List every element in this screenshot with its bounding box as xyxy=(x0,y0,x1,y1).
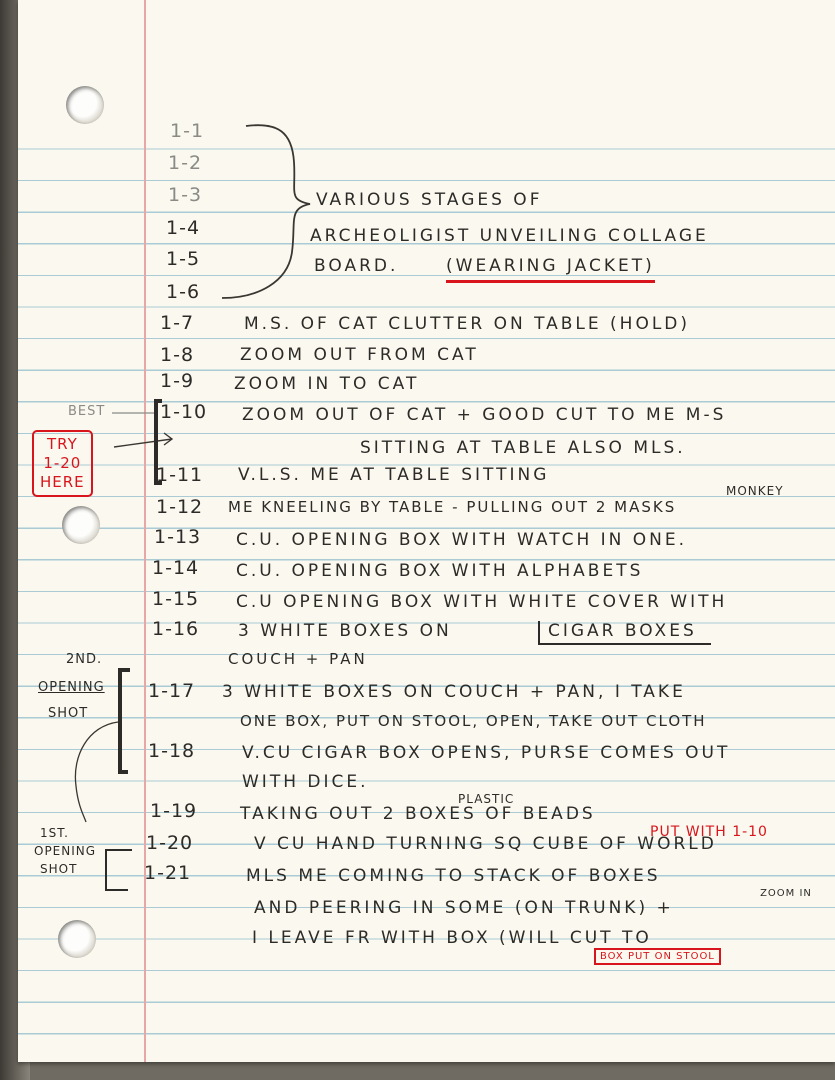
group-note-line-3b: (WEARING JACKET) xyxy=(446,256,655,283)
binder-hole-top xyxy=(66,86,104,124)
brace-icon xyxy=(218,122,328,304)
group-note-line-1: VARIOUS STAGES OF xyxy=(316,190,543,210)
shot-number: 1-15 xyxy=(152,588,200,610)
shot-description: ME KNEELING BY TABLE - PULLING OUT 2 MASKS xyxy=(228,498,677,516)
shot-number: 1-9 xyxy=(160,370,195,392)
shot-number: 1-10 xyxy=(160,401,208,423)
shot-number: 1-14 xyxy=(152,557,200,579)
shot-number: 1-21 xyxy=(144,862,192,884)
bracket-icon xyxy=(98,846,148,896)
bracket-curve-icon xyxy=(58,666,158,826)
shot-description: ZOOM IN TO CAT xyxy=(234,374,420,394)
shot-description: V.CU CIGAR BOX OPENS, PURSE COMES OUT xyxy=(242,743,731,763)
shot-description: MLS ME COMING TO STACK OF BOXES xyxy=(246,866,661,886)
shot-description: V.L.S. ME AT TABLE SITTING xyxy=(238,465,550,485)
shot-description: 3 WHITE BOXES ON xyxy=(238,621,452,641)
margin-note: 1ST. xyxy=(40,826,69,840)
margin-note: 2ND. xyxy=(66,652,103,667)
shot-description: C.U OPENING BOX WITH WHITE COVER WITH xyxy=(236,592,728,612)
margin-note: SHOT xyxy=(40,862,78,876)
shot-annotation: ZOOM IN xyxy=(760,888,812,899)
red-boxed-margin-note: TRY 1-20 HERE xyxy=(32,430,93,497)
shot-description: WITH DICE. xyxy=(242,772,369,792)
notebook-page xyxy=(18,0,835,1062)
shot-number: 1-1 xyxy=(170,120,205,142)
shot-number: 1-7 xyxy=(160,312,195,334)
margin-note: OPENING xyxy=(34,844,97,858)
group-note-line-2: ARCHEOLIGIST UNVEILING COLLAGE xyxy=(310,226,709,246)
shot-description: AND PEERING IN SOME (ON TRUNK) + xyxy=(254,898,674,918)
margin-note: SHOT xyxy=(48,706,89,721)
shot-annotation: PLASTIC xyxy=(458,792,515,806)
shot-number: 1-13 xyxy=(154,526,202,548)
margin-rule xyxy=(144,0,146,1062)
shot-number: 1-16 xyxy=(152,618,200,640)
shot-description: 3 WHITE BOXES ON COUCH + PAN, I TAKE xyxy=(222,682,686,702)
shot-number: 1-4 xyxy=(166,217,201,239)
shot-annotation: MONKEY xyxy=(726,484,784,498)
shot-description: CIGAR BOXES xyxy=(538,621,711,645)
shot-description: V CU HAND TURNING SQ CUBE OF WORLD xyxy=(254,834,717,854)
shot-description: TAKING OUT 2 BOXES OF BEADS xyxy=(240,804,596,824)
binder-hole-middle xyxy=(62,506,100,544)
shot-number: 1-19 xyxy=(150,800,198,822)
margin-note: BEST xyxy=(68,404,106,419)
shot-number: 1-2 xyxy=(168,152,203,174)
red-boxed-note: BOX PUT ON STOOL xyxy=(594,948,721,965)
group-note-line-3a: BOARD. xyxy=(314,256,399,276)
page-header-area xyxy=(18,0,835,128)
shot-annotation-red: PUT WITH 1-10 xyxy=(650,824,768,840)
shot-description: I LEAVE FR WITH BOX (WILL CUT TO xyxy=(252,928,652,948)
shot-number: 1-11 xyxy=(156,464,204,486)
binder-hole-bottom xyxy=(58,920,96,958)
shot-description: ZOOM OUT OF CAT + GOOD CUT TO ME M-S xyxy=(242,405,727,425)
shot-description: COUCH + PAN xyxy=(228,650,368,668)
shot-description: ZOOM OUT FROM CAT xyxy=(240,345,479,365)
shot-number: 1-8 xyxy=(160,344,195,366)
shot-description: M.S. OF CAT CLUTTER ON TABLE (HOLD) xyxy=(244,314,691,334)
arrow-bracket-icon xyxy=(108,395,188,490)
shot-number: 1-5 xyxy=(166,248,201,270)
shot-number: 1-12 xyxy=(156,496,204,518)
shot-number: 1-3 xyxy=(168,184,203,206)
margin-note: OPENING xyxy=(38,680,105,695)
shot-description: C.U. OPENING BOX WITH WATCH IN ONE. xyxy=(236,530,688,550)
shot-number: 1-20 xyxy=(146,832,194,854)
shot-description: SITTING AT TABLE ALSO MLS. xyxy=(360,438,686,458)
shot-description: ONE BOX, PUT ON STOOL, OPEN, TAKE OUT CLOTH xyxy=(240,712,707,730)
shot-description: C.U. OPENING BOX WITH ALPHABETS xyxy=(236,561,644,581)
shot-number: 1-6 xyxy=(166,281,201,303)
shot-number: 1-17 xyxy=(148,680,196,702)
shot-number: 1-18 xyxy=(148,740,196,762)
